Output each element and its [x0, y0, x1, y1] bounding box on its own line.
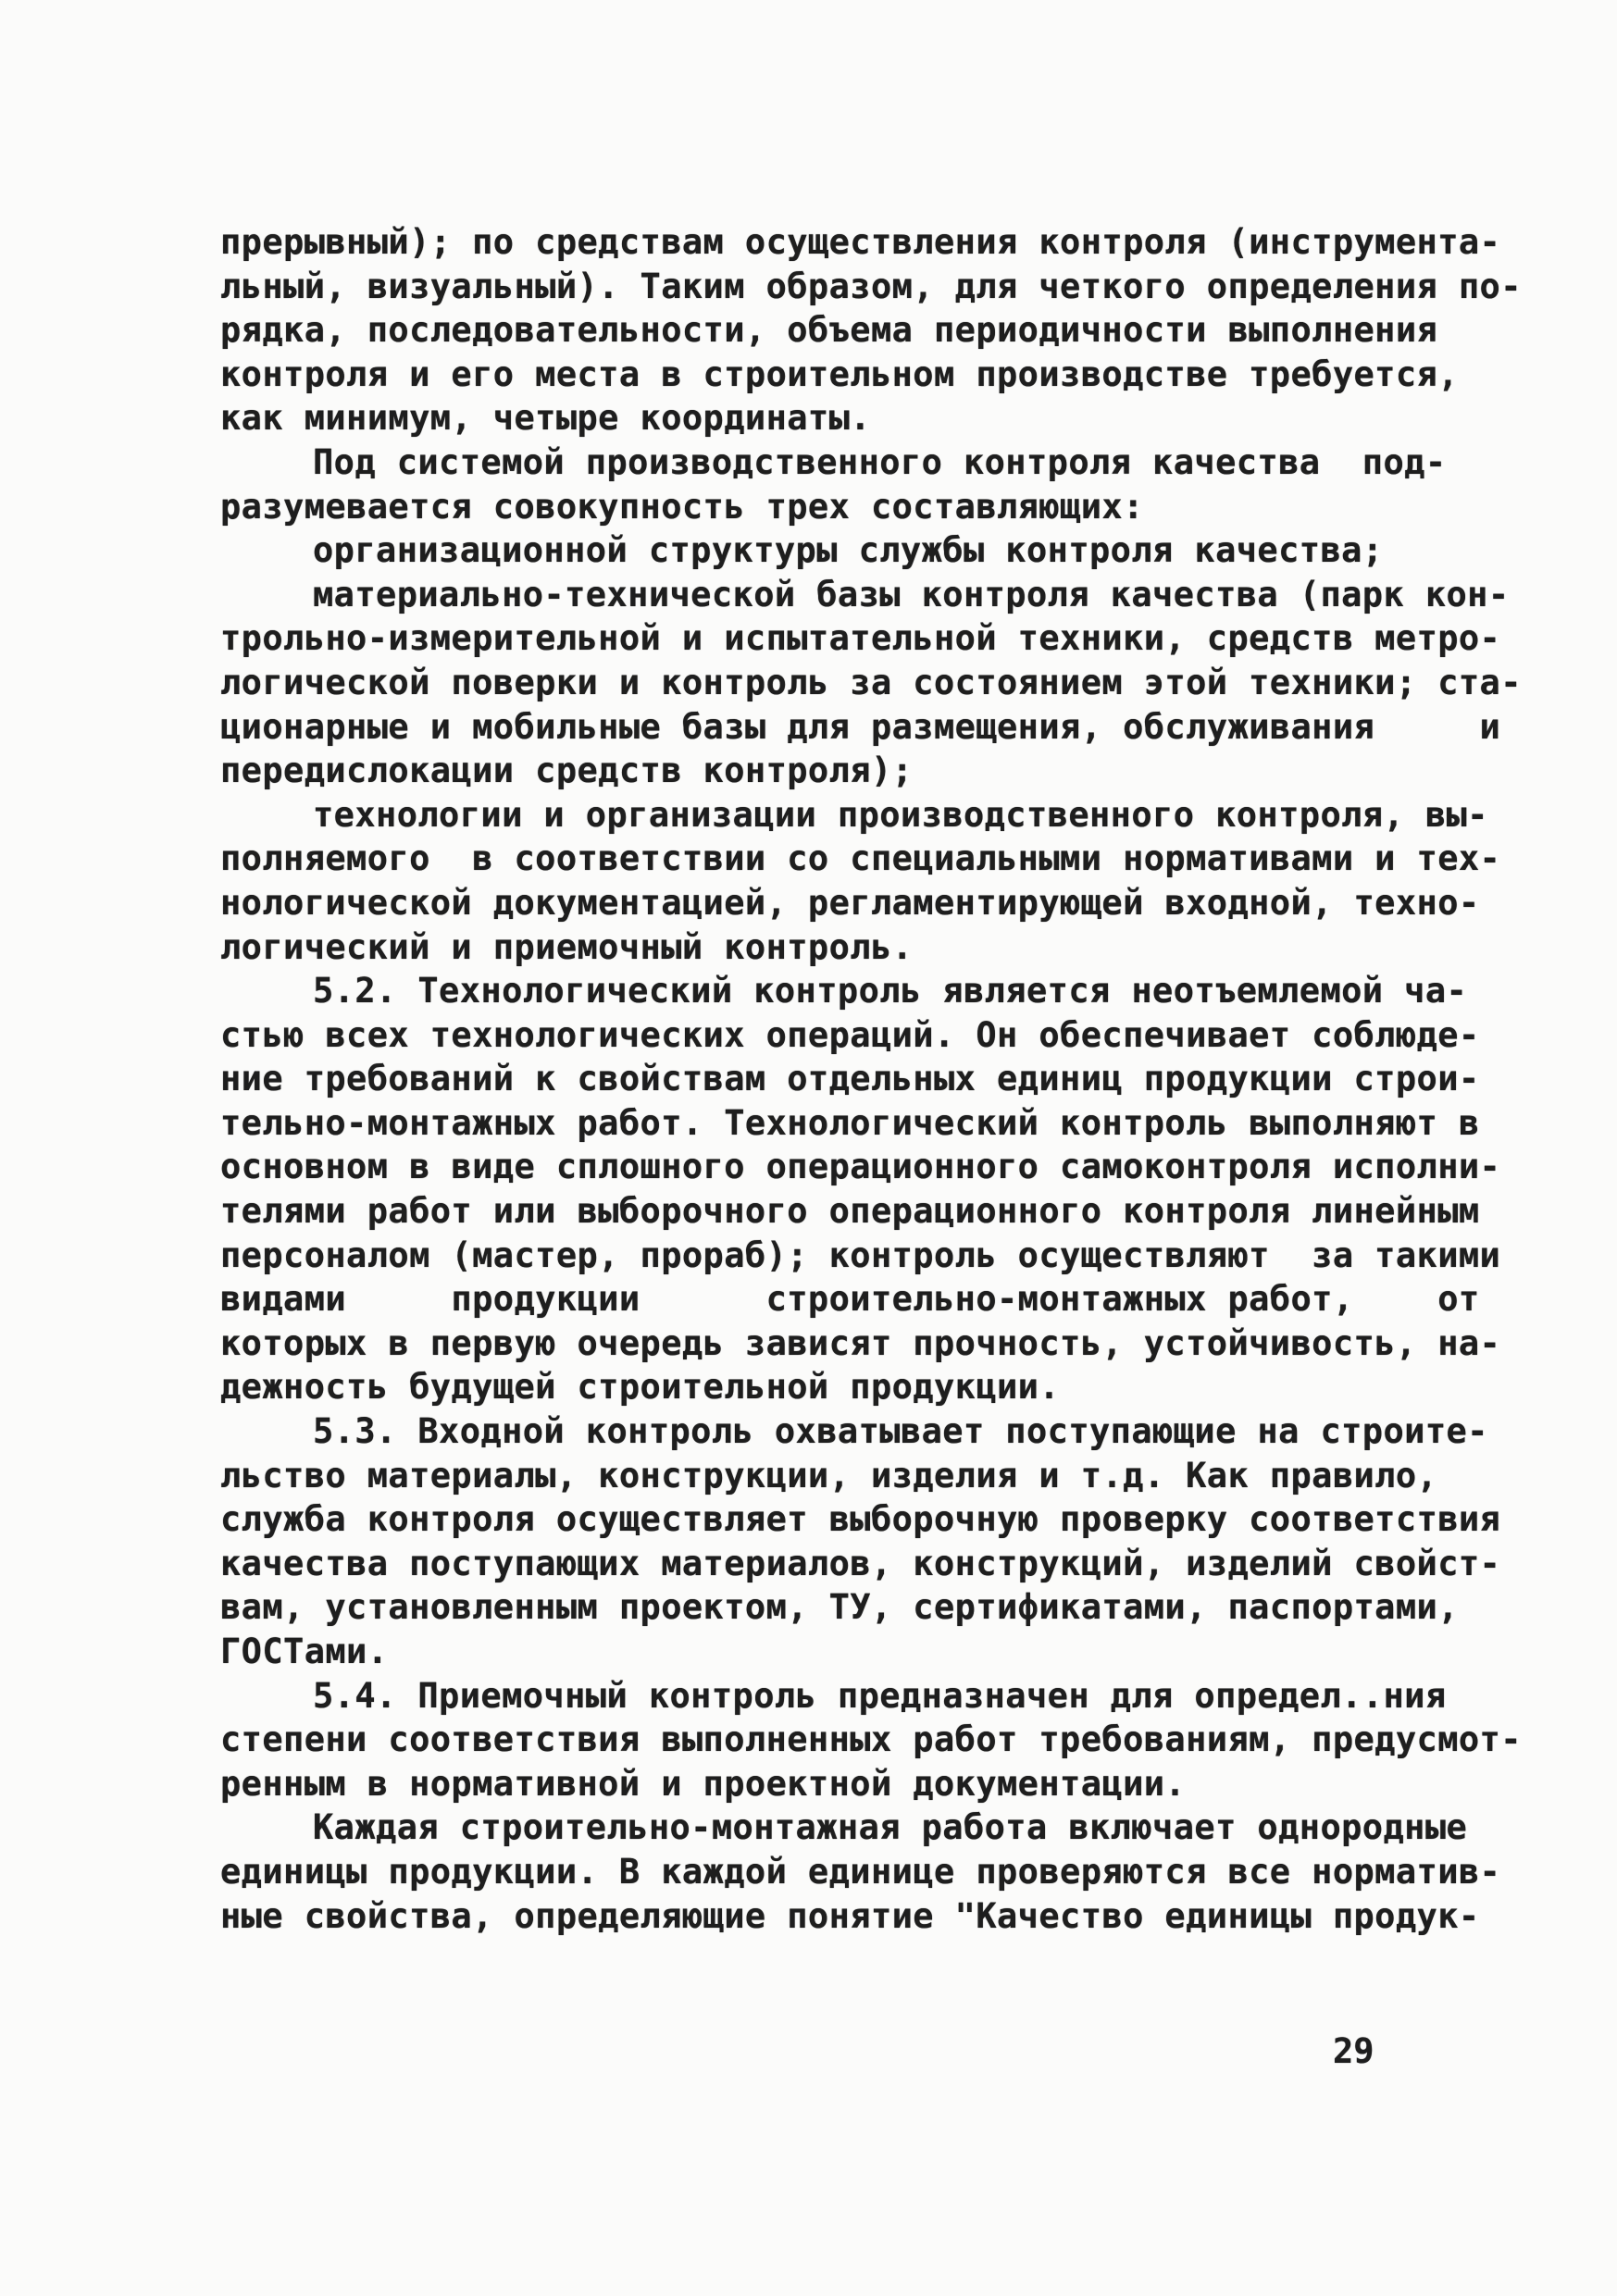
text-line: 5.3. Входной контроль охватывает поступающие на строите-: [313, 1411, 1488, 1452]
text-line: логической поверки и контроль за состоянием этой техники; ста-: [220, 662, 1522, 702]
text-line: как минимум, четыре координаты.: [220, 398, 871, 439]
text-line: ГОСТами.: [220, 1632, 389, 1671]
text-line: тельно-монтажных работ. Технологический контроль выполняют в: [220, 1102, 1480, 1143]
text-line: нологической документацией, регламентирующей входной, техно-: [220, 882, 1480, 923]
text-line: служба контроля осуществляет выборочную проверку соответствия: [220, 1499, 1501, 1540]
text-line: дежность будущей строительной продукции.: [220, 1367, 1061, 1408]
text-line: рядка, последовательности, объема периодичности выполнения: [220, 310, 1438, 351]
text-line: организационной структуры службы контроля качества;: [313, 530, 1384, 571]
text-line: стью всех технологических операций. Он обеспечивает соблюде-: [220, 1014, 1480, 1055]
text-line: трольно-измерительной и испытательной техники, средств метро-: [220, 618, 1501, 659]
page-number: 29: [1333, 2031, 1374, 2071]
text-line: единицы продукции. В каждой единице проверяются все норматив-: [220, 1851, 1501, 1892]
text-line: льство материалы, конструкции, изделия и т.д. Как правило,: [220, 1455, 1438, 1496]
text-line: технологии и организации производственного контроля, вы-: [313, 794, 1488, 835]
text-line: которых в первую очередь зависят прочность, устойчивость, на-: [220, 1322, 1501, 1363]
text-line: контроля и его места в строительном производстве требуется,: [220, 354, 1459, 394]
text-line: логический и приемочный контроль.: [220, 926, 914, 967]
text-line: передислокации средств контроля);: [220, 751, 914, 791]
body-text: [220, 220, 1522, 1938]
text-line: ционарные и мобильные базы для размещения, обслуживания и: [220, 706, 1501, 747]
text-line: степени соответствия выполненных работ требованиям, предусмот-: [220, 1719, 1522, 1760]
text-line: качества поступающих материалов, конструкций, изделий свойст-: [220, 1543, 1501, 1583]
text-line: ние требований к свойствам отдельных единиц продукции строи-: [220, 1059, 1480, 1099]
text-line: ренным в нормативной и проектной документации.: [220, 1763, 1187, 1804]
text-line: материально-технической базы контроля качества (парк кон-: [313, 574, 1510, 614]
text-line: льный, визуальный). Таким образом, для четкого определения по-: [220, 266, 1522, 306]
text-line: 5.2. Технологический контроль является неотъемлемой ча-: [313, 971, 1468, 1011]
text-line: 5.4. Приемочный контроль предназначен для определ..ния: [313, 1675, 1447, 1716]
text-line: ные свойства, определяющие понятие "Качество единицы продук-: [220, 1895, 1480, 1936]
text-line: Каждая строительно-монтажная работа включает однородные: [313, 1807, 1468, 1848]
text-line: персоналом (мастер, прораб); контроль осуществляют за такими: [220, 1235, 1501, 1275]
text-line: разумевается совокупность трех составляющих:: [220, 486, 1144, 527]
text-line: полняемого в соответствии со специальными нормативами и тех-: [220, 838, 1501, 879]
text-line: основном в виде сплошного операционного самоконтроля исполни-: [220, 1147, 1501, 1187]
text-line: Под системой производственного контроля качества под-: [313, 441, 1447, 482]
text-line: телями работ или выборочного операционного контроля линейным: [220, 1191, 1480, 1232]
text-line: прерывный); по средствам осуществления контроля (инструмента-: [220, 222, 1501, 262]
text-line: вам, установленным проектом, ТУ, сертификатами, паспортами,: [220, 1587, 1459, 1628]
text-line: видами продукции строительно-монтажных работ, от: [220, 1279, 1480, 1320]
